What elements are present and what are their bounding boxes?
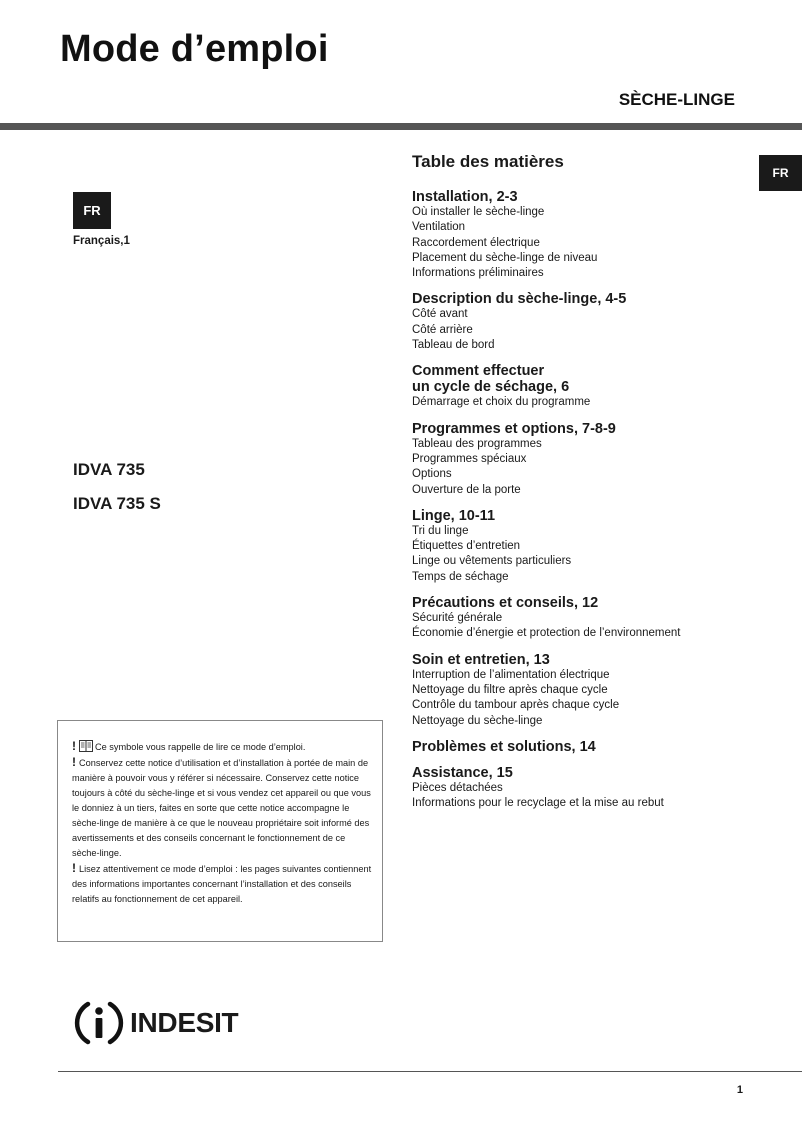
toc-section [412, 363, 752, 410]
model-name: IDVA 735 [73, 460, 145, 479]
toc-section-title: Comment effectuer [412, 363, 545, 380]
toc-section-title: Assistance, 15 [412, 764, 513, 781]
toc-item: Tri du linge [412, 524, 469, 537]
notice-paragraph [72, 861, 374, 907]
toc-item: Raccordement électrique [412, 236, 540, 249]
toc-item: Où installer le sèche-linge [412, 206, 545, 218]
table-of-contents [412, 152, 752, 821]
toc-section [412, 189, 752, 281]
toc-section-title: Installation, 2-3 [412, 189, 518, 205]
notice-box [57, 720, 383, 942]
warning-icon: ! [72, 861, 76, 875]
toc-section-title: Soin et entretien, 13 [412, 651, 550, 668]
toc-section [412, 765, 752, 812]
language-tab: FR [759, 155, 802, 191]
toc-section [412, 291, 752, 353]
notice-paragraph [72, 755, 374, 861]
toc-section [412, 508, 752, 585]
toc-item: Ouverture de la porte [412, 483, 521, 496]
toc-item: Informations préliminaires [412, 267, 544, 280]
toc-item: Tableau de bord [412, 339, 495, 352]
toc-item: Sécurité générale [412, 612, 503, 625]
brand-name: INDESIT [130, 1007, 239, 1038]
toc-item: Informations pour le recyclage et la mise au rebut [412, 797, 664, 810]
toc-section-title: un cycle de séchage, 6 [412, 379, 570, 396]
toc-section-title: Précautions et conseils, 12 [412, 595, 599, 612]
toc-item: Nettoyage du sèche-linge [412, 714, 543, 727]
toc-item: Côté avant [412, 308, 468, 321]
toc-item: Interruption de l’alimentation électrique [412, 668, 610, 681]
notice-text: Ce symbole vous rappelle de lire ce mode d’emploi. [95, 742, 306, 752]
toc-item: Étiquettes d’entretien [412, 540, 521, 553]
toc-item: Programmes spéciaux [412, 452, 527, 465]
toc-item: Placement du sèche-linge de niveau [412, 251, 598, 264]
toc-item: Contrôle du tambour après chaque cycle [412, 699, 620, 712]
toc-item: Pièces détachées [412, 781, 503, 794]
notice-text: Lisez attentivement ce mode d’emploi : les pages suivantes contiennent des informations importantes concernant l’installation et des conseils relatifs au fonctionnement de cet appareil. [72, 864, 372, 904]
brand-logo [74, 998, 238, 1048]
warning-icon: ! [72, 755, 76, 769]
language-badge: FR [73, 192, 111, 229]
warning-icon: ! [72, 739, 76, 753]
indesit-logo-icon [74, 998, 124, 1048]
toc-section-title: Programmes et options, 7-8-9 [412, 420, 616, 437]
toc-item: Économie d’énergie et protection de l’environnement [412, 627, 681, 640]
toc-section [412, 739, 752, 755]
toc-heading: Table des matières [412, 152, 564, 171]
footer-divider [58, 1071, 802, 1072]
toc-section-title: Description du sèche-linge, 4-5 [412, 291, 627, 308]
toc-item: Linge ou vêtements particuliers [412, 555, 572, 568]
toc-item: Options [412, 468, 452, 481]
toc-item: Nettoyage du filtre après chaque cycle [412, 683, 608, 696]
toc-section [412, 421, 752, 498]
header-divider [0, 123, 802, 130]
toc-item: Temps de séchage [412, 570, 509, 583]
notice-paragraph [72, 739, 374, 755]
product-type: SÈCHE-LINGE [618, 90, 735, 109]
toc-item: Côté arrière [412, 323, 473, 336]
book-icon [79, 739, 93, 752]
toc-item: Ventilation [412, 221, 466, 234]
toc-section-title: Linge, 10-11 [412, 507, 496, 524]
toc-section [412, 652, 752, 729]
toc-section [412, 595, 752, 642]
toc-item: Tableau des programmes [412, 437, 542, 450]
toc-item: Démarrage et choix du programme [412, 396, 591, 409]
page-number: 1 [736, 1084, 743, 1096]
model-name: IDVA 735 S [73, 494, 161, 513]
notice-text: Conservez cette notice d’utilisation et d’installation à portée de main de manière à pouvoir vous y référer si nécessaire. Conservez cette notice toujours à côté du sèche-linge et si vous vendez cet appareil ou que vous le donniez à un tiers, faites en sorte que cette notice accompagne le sèche-linge de manière à ce que le nouveau propriétaire soit informé des avertissements et des conseils concernant le fonctionnement de ce sèche-linge. [72, 758, 371, 858]
language-index: Français,1 [73, 235, 130, 247]
page-title: Mode d’emploi [60, 28, 329, 70]
toc-section-title: Problèmes et solutions, 14 [412, 738, 596, 755]
